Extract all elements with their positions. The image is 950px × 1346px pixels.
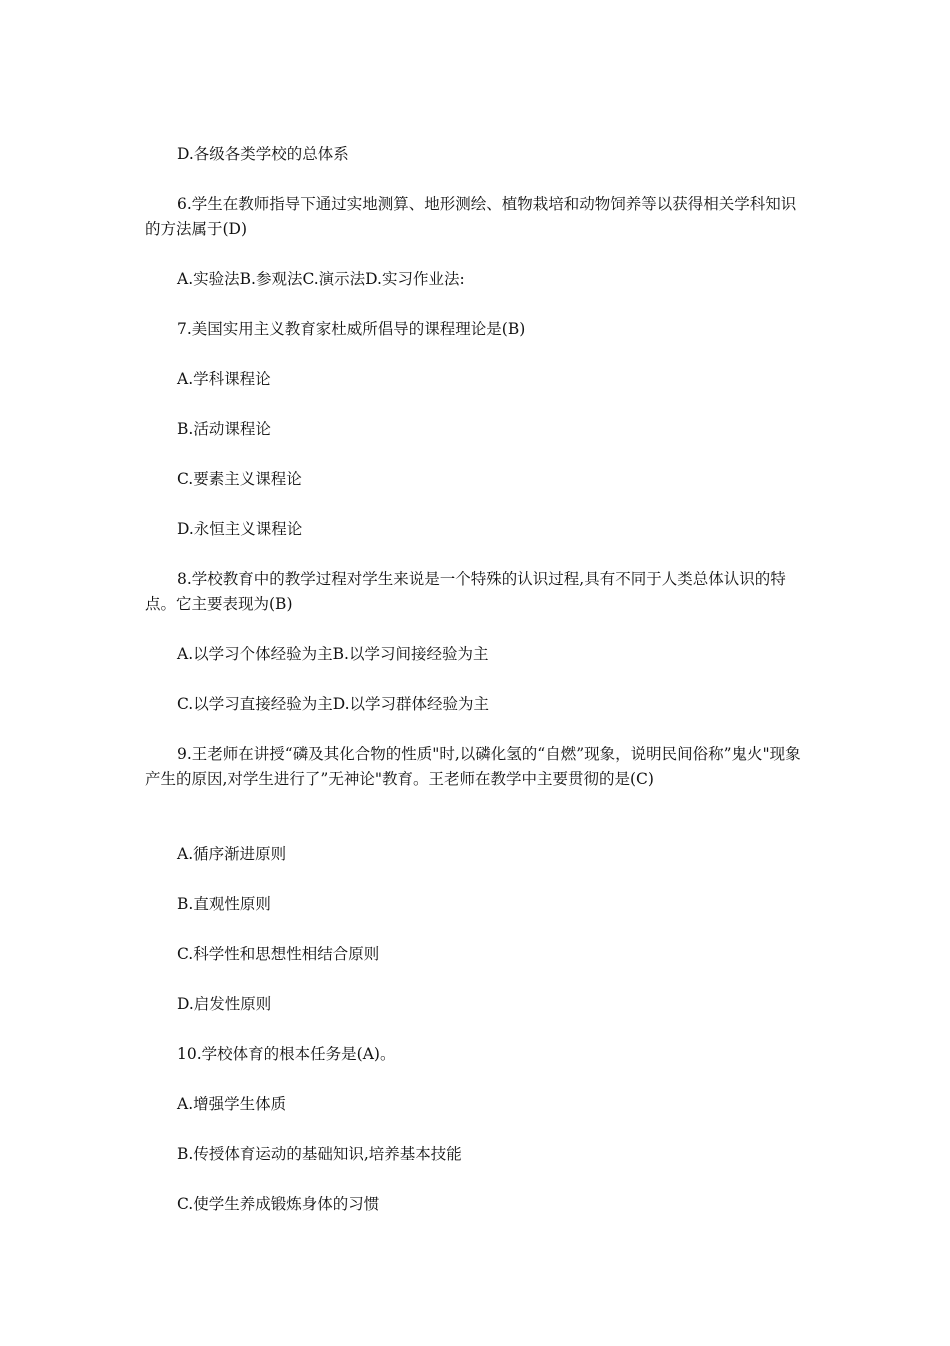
- question-6: 6.学生在教师指导下通过实地测算、地形测绘、植物栽培和动物饲养等以获得相关学科知识的方法属于(D): [145, 195, 797, 238]
- options-6: A.实验法B.参观法C.演示法D.实习作业法:: [177, 270, 465, 288]
- question-10: 10.学校体育的根本任务是(A)。: [177, 1045, 396, 1063]
- option-9b: B.直观性原则: [177, 895, 271, 913]
- option-9a: A.循序渐进原则: [177, 845, 287, 863]
- option-7d: D.永恒主义课程论: [177, 520, 303, 538]
- option-9c: C.科学性和思想性相结合原则: [177, 945, 380, 963]
- option-10a: A.增强学生体质: [177, 1095, 287, 1113]
- question-8: 8.学校教育中的教学过程对学生来说是一个特殊的认识过程,具有不同于人类总体认识的特点。它主要表现为(B): [145, 570, 786, 613]
- options-8ab: A.以学习个体经验为主B.以学习间接经验为主: [177, 645, 489, 663]
- question-9: 9.王老师在讲授“磷及其化合物的性质"时,以磷化氢的“自燃”现象，说明民间俗称”鬼火"现象产生的原因,对学生进行了”无神论"教育。王老师在教学中主要贯彻的是(C): [145, 745, 801, 788]
- option-7b: B.活动课程论: [177, 420, 271, 438]
- option-9d: D.启发性原则: [177, 995, 272, 1013]
- option-5d: D.各级各类学校的总体系: [177, 145, 349, 163]
- option-7a: A.学科课程论: [177, 370, 271, 388]
- option-10b: B.传授体育运动的基础知识,培养基本技能: [177, 1145, 462, 1163]
- option-10c: C.使学生养成锻炼身体的习惯: [177, 1195, 380, 1213]
- question-7: 7.美国实用主义教育家杜威所倡导的课程理论是(B): [177, 320, 526, 338]
- option-7c: C.要素主义课程论: [177, 470, 302, 488]
- options-8cd: C.以学习直接经验为主D.以学习群体经验为主: [177, 695, 490, 713]
